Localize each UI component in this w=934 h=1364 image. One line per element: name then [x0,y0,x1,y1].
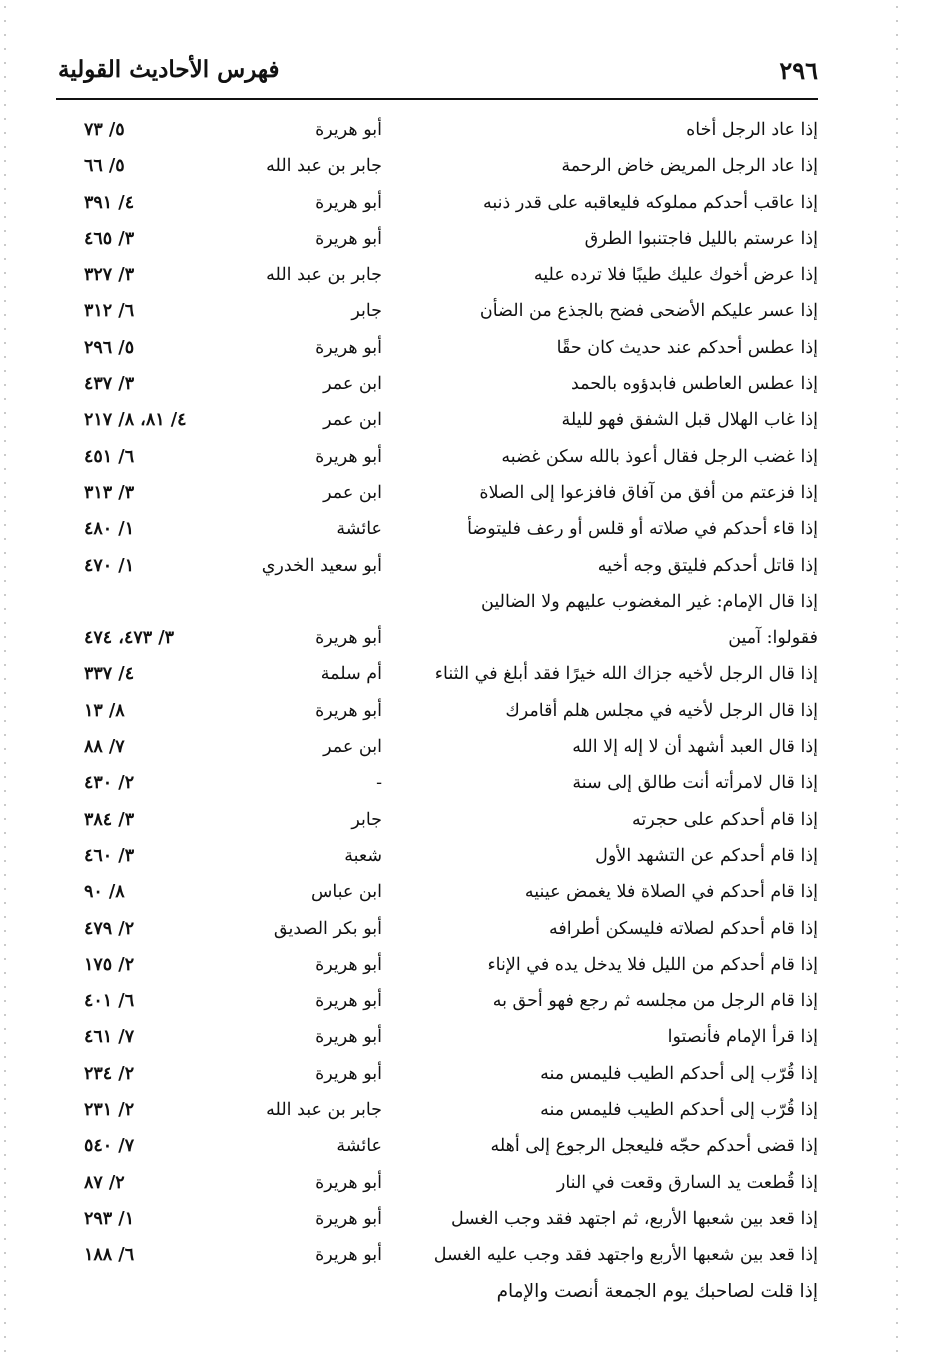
index-entry-row [58,947,818,983]
index-entry-row [58,983,818,1019]
hadith-text: إذا قام أحدكم عن التشهد الأول [595,845,818,866]
hadith-text: إذا عاد الرجل المريض خاض الرحمة [561,156,818,177]
index-entry-row [58,439,818,475]
page-number: ٢٩٦ [779,56,818,85]
index-entry-row [58,656,818,692]
narrator-name: أم سلمة [320,664,382,685]
volume-page-reference: ١/ ٤٧٠ [84,555,135,576]
narrator-name: شعبة [344,845,382,866]
index-entry-row [58,693,818,729]
volume-page-reference: ٢/ ٤٣٠ [84,773,135,794]
volume-page-reference: ٦/ ٣١٢ [84,301,135,322]
index-entry-row [58,1165,818,1201]
narrator-name: جابر [351,301,382,322]
hadith-text: إذا قال الإمام: غير المغضوب عليهم ولا الضالين [481,591,818,612]
hadith-text: إذا قاء أحدكم في صلاته أو قلس أو رعف فليتوضأ [467,519,818,540]
running-title: فهرس الأحاديث القولية [58,56,280,83]
volume-page-reference: ٢/ ٢٣١ [84,1100,135,1121]
volume-page-reference: ٢/ ١٧٥ [84,954,135,975]
index-entry-row [58,911,818,947]
hadith-text: إذا قام أحدكم على حجرته [632,809,818,830]
hadith-text: إذا قرأ الإمام فأنصتوا [667,1027,818,1048]
index-entry-row [58,293,818,329]
narrator-name: أبو هريرة [315,192,382,213]
hadith-text: إذا غضب الرجل فقال أعوذ بالله سكن غضبه [501,446,818,467]
index-entry-row [58,366,818,402]
narrator-name: أبو هريرة [315,1245,382,1266]
index-entry-row [58,112,818,148]
hadith-text: إذا قعد بين شعبها الأربع واجتهد فقد وجب عليه الغسل [433,1245,818,1266]
narrator-name: - [376,773,382,794]
volume-page-reference: ٣/ ٤٦٥ [84,228,135,249]
narrator-name: أبو هريرة [315,228,382,249]
narrator-name: أبو هريرة [315,700,382,721]
narrator-name: أبو هريرة [315,446,382,467]
hadith-index-list [58,112,818,1310]
hadith-text: إذا عطس أحدكم عند حديث كان حقًا [556,337,818,358]
volume-page-reference: ٦/ ١٨٨ [84,1245,135,1266]
volume-page-reference: ٨/ ٩٠ [84,882,125,903]
volume-page-reference: ٧/ ٤٦١ [84,1027,135,1048]
volume-page-reference: ٤/ ٣٣٧ [84,664,135,685]
narrator-name: أبو هريرة [315,1063,382,1084]
hadith-text: إذا قام أحدكم لصلاته فليسكن أطرافه [548,918,818,939]
index-entry-row [58,221,818,257]
index-entry-row [58,1201,818,1237]
narrator-name: ابن عمر [323,410,382,431]
narrator-name: أبو هريرة [315,337,382,358]
left-margin-dots [4,0,6,1364]
volume-page-reference: ٢/ ٤٧٩ [84,918,135,939]
index-entry-row [58,1019,818,1055]
volume-page-reference: ٥/ ٧٣ [84,120,125,140]
index-entry-row [58,511,818,547]
volume-page-reference: ١/ ٢٩٣ [84,1208,135,1229]
narrator-name: جابر [351,809,382,830]
narrator-name: أبو بكر الصديق [273,918,382,939]
index-entry-row [58,1092,818,1128]
index-entry-row [58,1237,818,1273]
index-entry-row [58,330,818,366]
narrator-name: جابر بن عبد الله [266,265,382,286]
hadith-text: إذا قاتل أحدكم فليتق وجه أخيه [597,555,818,576]
index-entry-row [58,148,818,184]
hadith-text: إذا عطس العاطس فابدؤوه بالحمد [570,374,818,395]
narrator-name: أبو هريرة [315,1208,382,1229]
hadith-text: إذا قام الرجل من مجلسه ثم رجع فهو أحق به [492,991,818,1012]
hadith-text: إذا غاب الهلال قبل الشفق فهو لليلة [561,410,818,431]
hadith-text: إذا قُرّب إلى أحدكم الطيب فليمس منه [540,1063,818,1084]
hadith-text: إذا عرض أخوك عليك طيبًا فلا ترده عليه [533,265,818,286]
index-entry-row [58,1056,818,1092]
hadith-text: إذا عاقب أحدكم مملوكه فليعاقبه على قدر ذنبه [482,192,818,213]
narrator-name: عائشة [336,519,382,540]
volume-page-reference: ٣/ ٣٨٤ [84,809,135,830]
volume-page-reference: ٥/ ٢٩٦ [84,337,135,358]
index-entry-row [58,838,818,874]
narrator-name: عائشة [336,1136,382,1157]
hadith-text: إذا قال الرجل لأخيه في مجلس هلم أقامرك [505,700,818,721]
narrator-name: ابن عمر [323,482,382,503]
volume-page-reference: ٢/ ٢٣٤ [84,1063,135,1084]
hadith-text: إذا قال العبد أشهد أن لا إله إلا الله [572,737,818,758]
volume-page-reference: ١/ ٤٨٠ [84,519,135,540]
index-entry-row [58,402,818,438]
volume-page-reference: ٧/ ٥٤٠ [84,1136,135,1157]
volume-page-reference: ٨/ ١٣ [84,700,125,721]
index-entry-row [58,1128,818,1164]
narrator-name: أبو هريرة [315,991,382,1012]
volume-page-reference: ٣/ ٤٣٧ [84,374,135,395]
volume-page-reference: ٣/ ٤٦٠ [84,845,135,866]
hadith-text: فقولوا: آمين [728,628,818,649]
hadith-text: إذا قام أحدكم في الصلاة فلا يغمض عينيه [524,882,818,903]
narrator-name: جابر بن عبد الله [266,1100,382,1121]
volume-page-reference: ٣/ ٣١٣ [84,482,135,503]
hadith-text: إذا فزعتم من أفق من آفاق فافزعوا إلى الصلاة [479,482,818,503]
narrator-name: جابر بن عبد الله [266,156,382,177]
hadith-text: إذا قعد بين شعبها الأربع، ثم اجتهد فقد وجب الغسل [450,1208,818,1229]
hadith-text: إذا قلت لصاحبك يوم الجمعة أنصت والإمام [496,1280,818,1302]
hadith-text: إذا قُطعت يد السارق وقعت في النار [556,1172,818,1193]
hadith-text: إذا قام أحدكم من الليل فلا يدخل يده في الإناء [487,954,818,975]
volume-page-reference: ٢/ ٨٧ [84,1172,125,1193]
volume-page-reference: ٦/ ٤٠١ [84,991,135,1012]
narrator-name: أبو هريرة [315,628,382,649]
page-header [58,50,818,94]
volume-page-reference: ٦/ ٤٥١ [84,446,135,467]
hadith-text: إذا قُرّب إلى أحدكم الطيب فليمس منه [540,1100,818,1121]
volume-page-reference: ٣/ ٤٧٣، ٤٧٤ [84,628,175,649]
right-margin-dots [896,0,898,1364]
narrator-name: أبو سعيد الخدري [261,555,382,576]
hadith-text: إذا قضى أحدكم حجّه فليعجل الرجوع إلى أهله [490,1136,818,1157]
narrator-name: أبو هريرة [315,120,382,140]
volume-page-reference: ٣/ ٣٢٧ [84,265,135,286]
volume-page-reference: ٤/ ٨١، ٨/ ٢١٧ [84,410,187,431]
narrator-name: ابن عباس [310,882,382,903]
narrator-name: أبو هريرة [315,1172,382,1193]
narrator-name: ابن عمر [323,737,382,758]
index-entry-row [58,729,818,765]
hadith-text: إذا عاد الرجل أخاه [686,120,818,140]
header-rule [56,98,818,100]
index-entry-row [58,765,818,801]
volume-page-reference: ٧/ ٨٨ [84,737,125,758]
hadith-text: إذا قال لامرأته أنت طالق إلى سنة [572,773,818,794]
index-entry-row [58,475,818,511]
index-entry-row [58,874,818,910]
narrator-name: أبو هريرة [315,1027,382,1048]
index-entry-row [58,1274,818,1310]
hadith-text: إذا عرستم بالليل فاجتنبوا الطرق [584,228,818,249]
index-entry-row [58,548,818,584]
index-entry-row [58,185,818,221]
index-entry-row [58,620,818,656]
hadith-text: إذا قال الرجل لأخيه جزاك الله خيرًا فقد أبلغ في الثناء [434,664,818,685]
narrator-name: ابن عمر [323,374,382,395]
volume-page-reference: ٥/ ٦٦ [84,156,125,177]
volume-page-reference: ٤/ ٣٩١ [84,192,135,213]
hadith-text: إذا عسر عليكم الأضحى فضح بالجذع من الضأن [479,301,818,322]
index-entry-row [58,802,818,838]
narrator-name: أبو هريرة [315,954,382,975]
index-entry-row [58,584,818,620]
index-entry-row [58,257,818,293]
